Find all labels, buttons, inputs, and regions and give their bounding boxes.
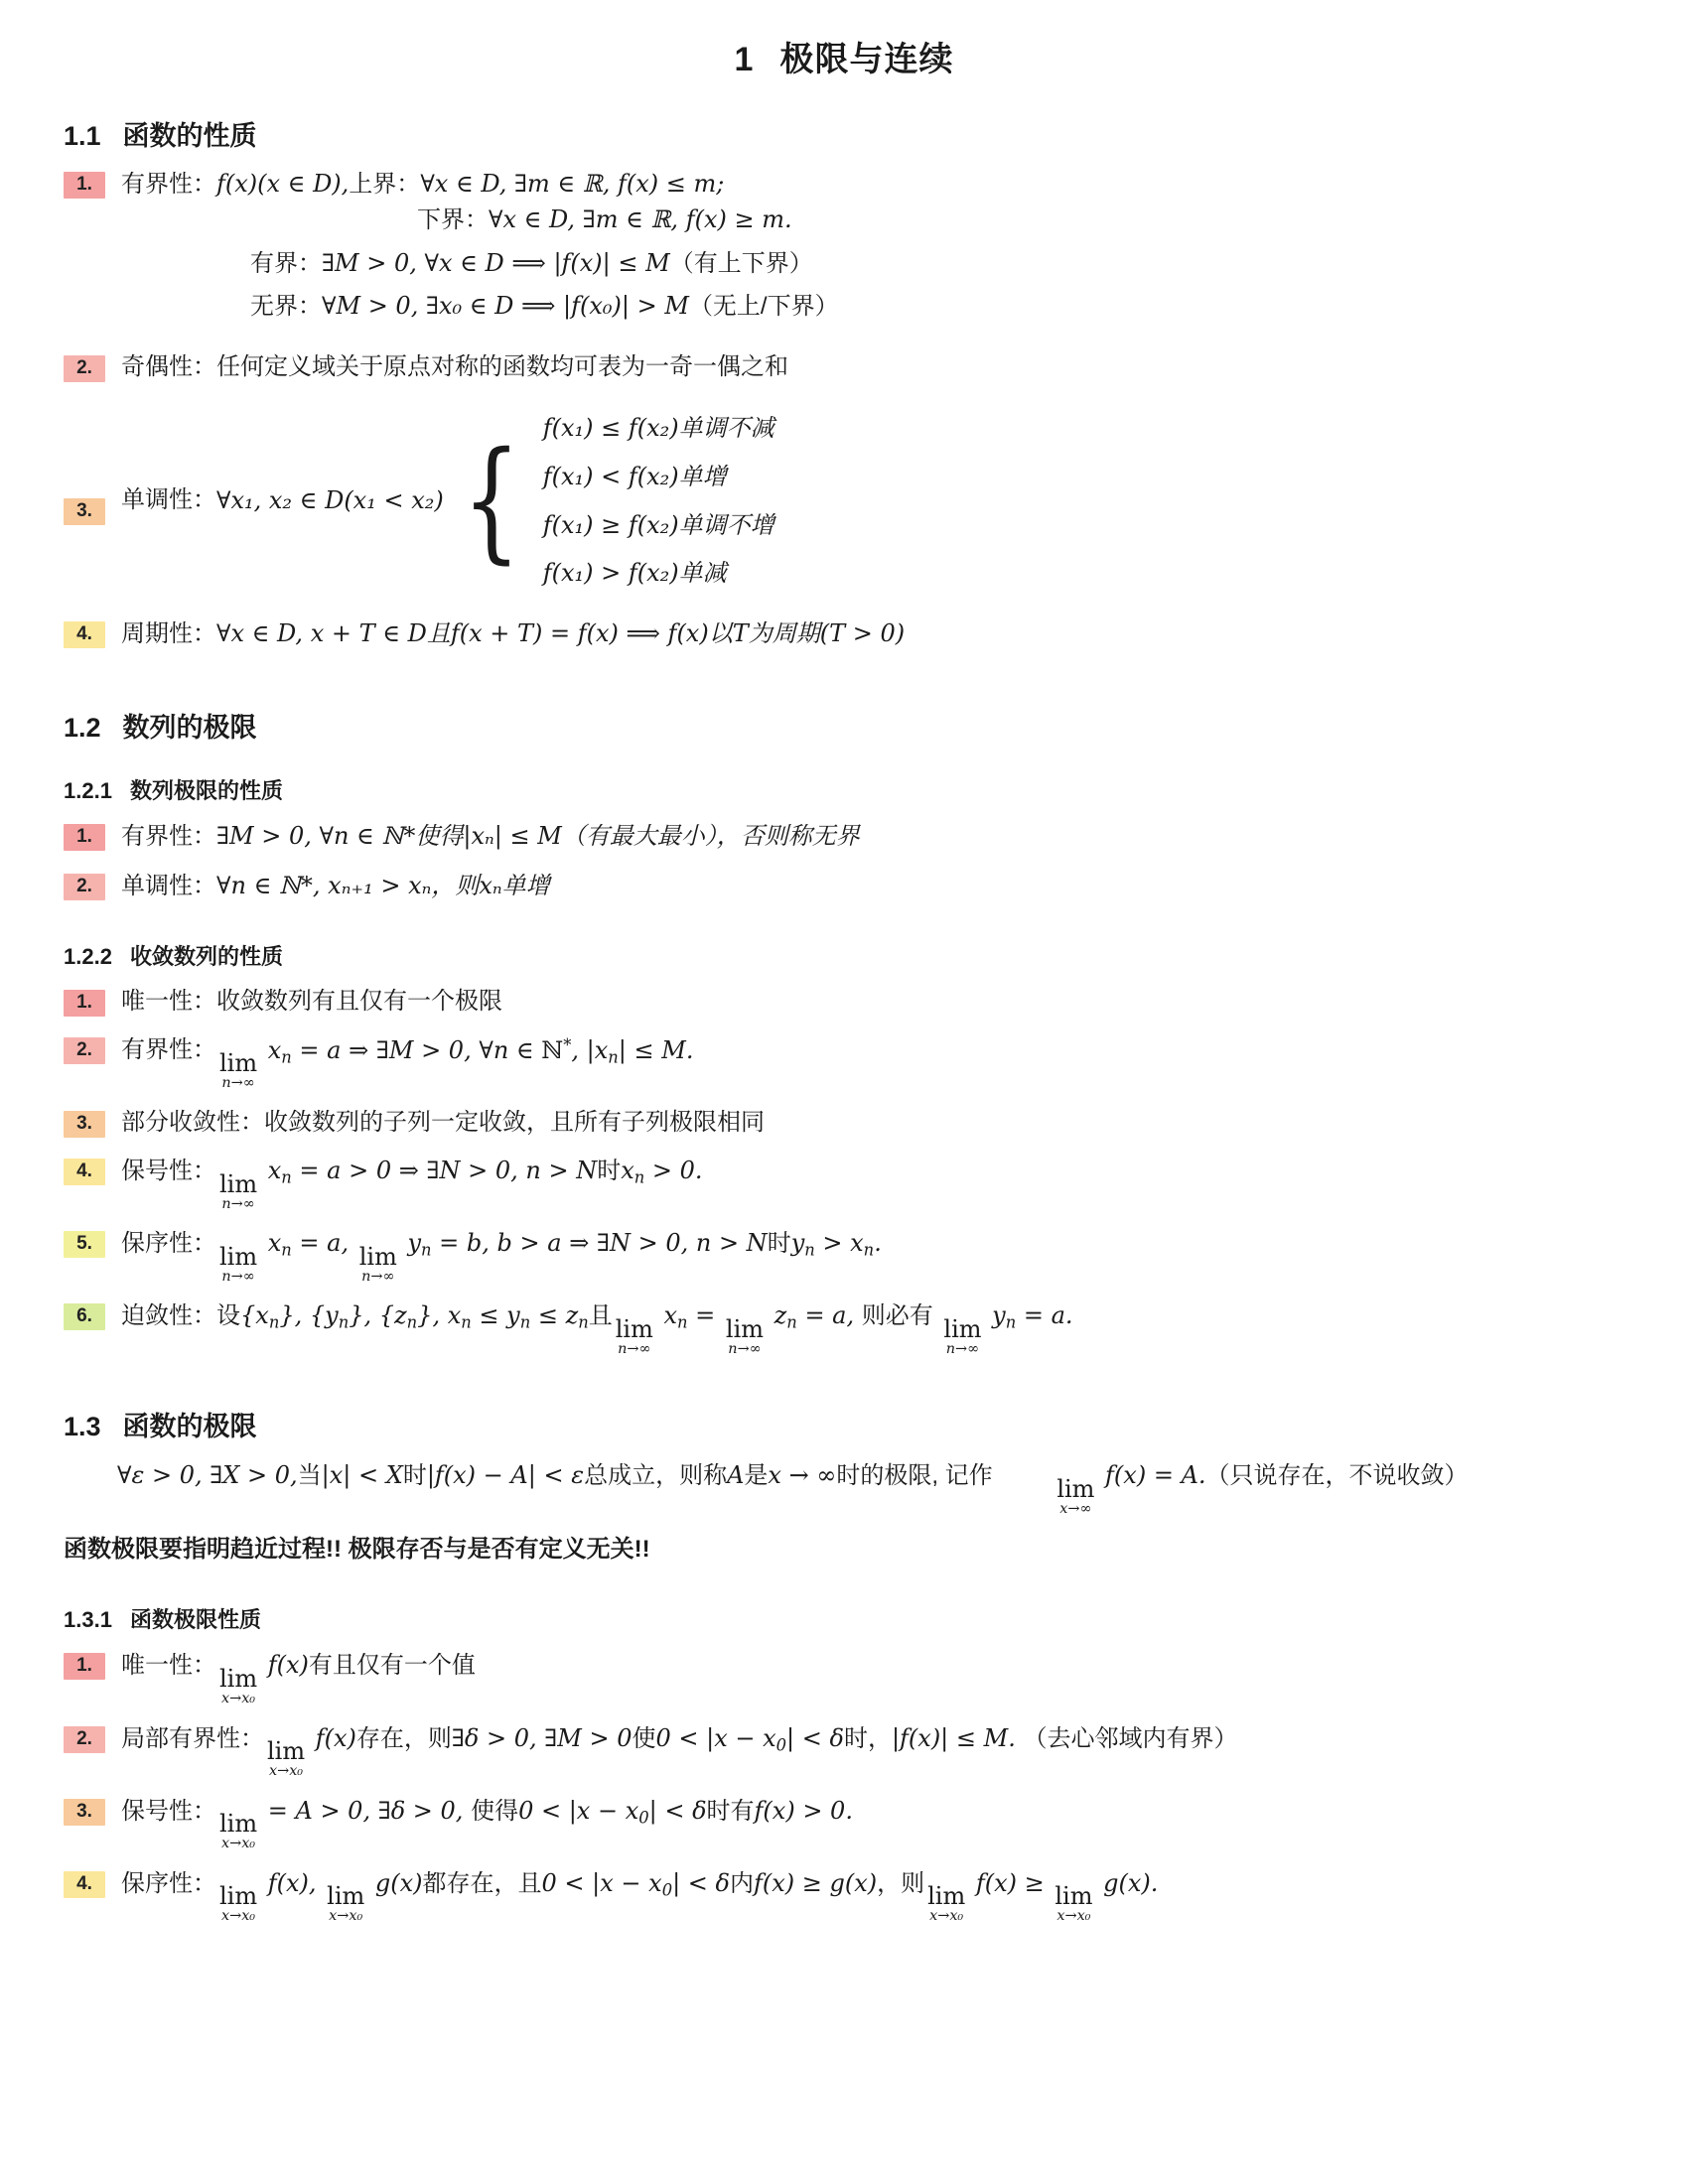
item-content bbox=[121, 1721, 1624, 1780]
item-math: lim x→x₀ = A > 0, ∃δ > 0, 使得$0 < |x - x_0| < \delta$时有f(x) > 0. bbox=[219, 1796, 853, 1851]
item-content bbox=[121, 1154, 1624, 1212]
unbounded-label: 无界： bbox=[250, 293, 322, 321]
bounded-label: 有界： bbox=[250, 249, 322, 277]
monotone-prefix: ∀x₁, x₂ ∈ D(x₁ < x₂) bbox=[216, 486, 444, 515]
item-label: 单调性： bbox=[121, 872, 216, 899]
list-item bbox=[64, 1032, 1624, 1091]
list-item bbox=[64, 411, 1624, 591]
item-math: lim n→∞ $x_n = a$ ⇒ ∃M > 0, ∀n ∈ ℕ*, $|x_n| \le M$. bbox=[219, 1034, 694, 1091]
definition-paragraph bbox=[64, 1457, 1624, 1517]
page-title bbox=[64, 32, 1624, 80]
item-label: 有界性： bbox=[121, 822, 216, 850]
list-item bbox=[64, 1226, 1624, 1285]
item-text: 收敛数列的子列一定收敛，且所有子列极限相同 bbox=[264, 1108, 765, 1136]
subsection-title: 数列极限的性质 bbox=[129, 777, 283, 803]
limit-operator: lim n→∞ bbox=[725, 1314, 765, 1357]
list-item bbox=[64, 1721, 1624, 1780]
list-item bbox=[64, 1298, 1624, 1357]
unbounded-math: ∀M > 0, ∃x₀ ∈ D ⟹ |f(x₀)| > M bbox=[322, 292, 689, 321]
limit-operator: lim n→∞ bbox=[943, 1314, 982, 1357]
bounded-math: ∃M > 0, ∀x ∈ D ⟹ |f(x)| ≤ M bbox=[322, 248, 670, 277]
list-item bbox=[64, 1866, 1624, 1925]
title-number: 1 bbox=[734, 41, 755, 78]
item-badge: 4. bbox=[64, 1871, 105, 1898]
item-badge: 5. bbox=[64, 1231, 105, 1258]
subsection-heading-1-3-1 bbox=[64, 1603, 1624, 1634]
item-badge: 3. bbox=[64, 1799, 105, 1826]
section-number: 1.1 bbox=[64, 121, 101, 151]
case-line: f(x₁) ≥ f(x₂)单调不增 bbox=[542, 510, 774, 539]
list-item bbox=[64, 1154, 1624, 1212]
bounded-note: （有上下界） bbox=[669, 249, 813, 277]
section-number: 1.2 bbox=[64, 712, 101, 743]
section-title: 函数的极限 bbox=[122, 1412, 257, 1442]
item-label: 迫敛性： bbox=[121, 1302, 216, 1330]
subsection-title: 收敛数列的性质 bbox=[129, 943, 283, 969]
list-item bbox=[64, 167, 1624, 325]
item-content bbox=[121, 819, 1624, 855]
unbounded-note: （无上/下界） bbox=[688, 293, 839, 321]
list-item bbox=[64, 1648, 1624, 1706]
item-content bbox=[121, 616, 1624, 652]
item-math: lim n→∞ $x_n = a > 0$ ⇒ ∃N > 0, n > N时$x_n > 0$. bbox=[219, 1157, 703, 1212]
limit-operator: lim x→x₀ bbox=[267, 1736, 306, 1779]
item-math: lim x→x₀ f(x)有且仅有一个值 bbox=[219, 1651, 476, 1706]
item-text: ∀n ∈ ℕ*, xₙ₊₁ > xₙ，则xₙ单增 bbox=[216, 871, 550, 899]
limit-operator: lim x→x₀ bbox=[219, 1664, 258, 1706]
item-badge: 1. bbox=[64, 172, 105, 199]
subsection-number: 1.3.1 bbox=[64, 1607, 112, 1633]
item-content bbox=[121, 985, 1624, 1020]
item-text: 收敛数列有且仅有一个极限 bbox=[216, 987, 502, 1015]
limit-operator: lim n→∞ bbox=[358, 1242, 397, 1285]
item-content bbox=[121, 1648, 1624, 1706]
list-item bbox=[64, 1106, 1624, 1141]
item-content bbox=[121, 1298, 1624, 1357]
item-content bbox=[121, 1226, 1624, 1285]
list-item bbox=[64, 616, 1624, 652]
case-line: f(x₁) > f(x₂)单减 bbox=[542, 559, 727, 588]
subsection-number: 1.2.1 bbox=[64, 777, 112, 803]
subsection-heading-1-2-2 bbox=[64, 940, 1624, 971]
item-content bbox=[121, 1794, 1624, 1852]
section-heading-1-1 bbox=[64, 114, 1624, 153]
item-label: 有界性： bbox=[121, 171, 216, 198]
bounded-upper-math: ∀x ∈ D, ∃m ∈ ℝ, f(x) ≤ m; bbox=[420, 170, 725, 198]
list-item bbox=[64, 869, 1624, 904]
subsection-heading-1-2-1 bbox=[64, 774, 1624, 805]
item-label: 保号性： bbox=[121, 1158, 216, 1185]
subsection-number: 1.2.2 bbox=[64, 943, 112, 969]
item-content bbox=[121, 350, 1624, 385]
item-label: 有界性： bbox=[121, 1036, 216, 1064]
item-label: 保序性： bbox=[121, 1869, 216, 1897]
section-title: 函数的性质 bbox=[122, 121, 257, 151]
list-item bbox=[64, 1794, 1624, 1852]
subsection-title: 函数极限性质 bbox=[129, 1607, 261, 1633]
item-badge: 3. bbox=[64, 1111, 105, 1138]
item-label: 单调性： bbox=[121, 486, 216, 514]
item-content bbox=[121, 1032, 1624, 1091]
item-label: 局部有界性： bbox=[121, 1724, 264, 1752]
list-item bbox=[64, 985, 1624, 1020]
periodic-math: ∀x ∈ D, x + T ∈ D且f(x + T) = f(x) ⟹ f(x)以T为周期(T > 0) bbox=[216, 619, 906, 648]
item-badge: 1. bbox=[64, 824, 105, 851]
item-math: 设$\{x_n\}$, $\{y_n\}$, $\{z_n\}$, $x_n \le y_n \le z_n$且 lim n→∞ $x_n$ = lim n→∞ $z_n = a$, 则必有 lim n→∞ $y_n = a$. bbox=[216, 1301, 1073, 1357]
item-content bbox=[121, 167, 1624, 325]
item-badge: 6. bbox=[64, 1303, 105, 1330]
limit-operator: lim x→x₀ bbox=[219, 1809, 258, 1851]
list-item bbox=[64, 819, 1624, 855]
section-heading-1-3 bbox=[64, 1405, 1624, 1443]
item-badge: 3. bbox=[64, 498, 105, 525]
item-badge: 4. bbox=[64, 1159, 105, 1185]
item-math: lim x→x₀ f(x)存在，则∃δ > 0, ∃M > 0使$0 < |x - x_0| < \delta$时，|f(x)| ≤ M. （去心邻域内有界） bbox=[267, 1723, 1238, 1779]
bounded-upper-label: 上界： bbox=[349, 171, 421, 198]
section-title: 数列的极限 bbox=[122, 712, 257, 743]
item-content bbox=[121, 1866, 1624, 1925]
item-text: ∃M > 0, ∀n ∈ ℕ*使得|xₙ| ≤ M（有最大最小），否则称无界 bbox=[216, 821, 860, 850]
item-label: 唯一性： bbox=[121, 1652, 216, 1680]
item-content bbox=[121, 411, 1624, 591]
limit-operator: lim x→x₀ bbox=[219, 1881, 258, 1924]
item-math: lim x→x₀ f(x), lim x→x₀ g(x)都存在，且$0 < |x - x_0| < \delta$内f(x) ≥ g(x)，则 lim x→x₀ f(x) ≥ lim x→x₀ g(x). bbox=[219, 1868, 1159, 1924]
limit-operator: lim n→∞ bbox=[219, 1169, 258, 1212]
list-item bbox=[64, 350, 1624, 385]
item-badge: 2. bbox=[64, 874, 105, 900]
item-label: 周期性： bbox=[121, 620, 216, 648]
item-badge: 4. bbox=[64, 621, 105, 648]
brace-glyph: { bbox=[462, 423, 521, 577]
item-content bbox=[121, 1106, 1624, 1141]
item-label: 奇偶性： bbox=[121, 353, 216, 381]
case-line: f(x₁) ≤ f(x₂)单调不减 bbox=[542, 413, 774, 442]
item-badge: 2. bbox=[64, 1726, 105, 1753]
item-label: 保序性： bbox=[121, 1230, 216, 1258]
item-math: lim n→∞ $x_n = a$, lim n→∞ $y_n = b$, b > a ⇒ ∃N > 0, n > N时$y_n > x_n$. bbox=[219, 1229, 882, 1285]
item-badge: 2. bbox=[64, 1037, 105, 1064]
limit-operator: lim n→∞ bbox=[219, 1048, 258, 1091]
limit-operator: lim x→∞ bbox=[1056, 1474, 1095, 1517]
bounded-lower-math: ∀x ∈ D, ∃m ∈ ℝ, f(x) ≥ m. bbox=[489, 205, 792, 233]
limit-operator: lim x→x₀ bbox=[327, 1881, 365, 1924]
item-badge: 1. bbox=[64, 1653, 105, 1680]
emphasis-note: 函数极限要指明趋近过程!! 极限存否与是否有定义无关!! bbox=[64, 1536, 650, 1564]
bounded-lower-label: 下界： bbox=[417, 205, 489, 233]
limit-operator: lim x→x₀ bbox=[1055, 1881, 1093, 1924]
item-text: 任何定义域关于原点对称的函数均可表为一奇一偶之和 bbox=[216, 353, 788, 381]
section-heading-1-2 bbox=[64, 706, 1624, 745]
limit-operator: lim x→x₀ bbox=[927, 1881, 966, 1924]
title-text: 极限与连续 bbox=[779, 41, 954, 78]
bounded-line1-prefix: f(x)(x ∈ D), bbox=[216, 170, 350, 198]
monotone-cases bbox=[543, 411, 774, 591]
item-label: 唯一性： bbox=[121, 987, 216, 1015]
definition-math: ∀ε > 0, ∃X > 0,当|x| < X时|f(x) − A| < ε总成立，则称A是x → ∞时的极限, 记作 lim x→∞ f(x) = A.（只说存在，不说收敛） bbox=[117, 1461, 1469, 1517]
limit-operator: lim n→∞ bbox=[615, 1314, 653, 1357]
limit-operator: lim n→∞ bbox=[219, 1242, 258, 1285]
item-label: 部分收敛性： bbox=[121, 1108, 264, 1136]
section-number: 1.3 bbox=[64, 1412, 101, 1442]
item-badge: 2. bbox=[64, 355, 105, 382]
item-badge: 1. bbox=[64, 990, 105, 1017]
item-content bbox=[121, 869, 1624, 904]
case-line: f(x₁) < f(x₂)单增 bbox=[542, 462, 727, 490]
item-label: 保号性： bbox=[121, 1797, 216, 1825]
